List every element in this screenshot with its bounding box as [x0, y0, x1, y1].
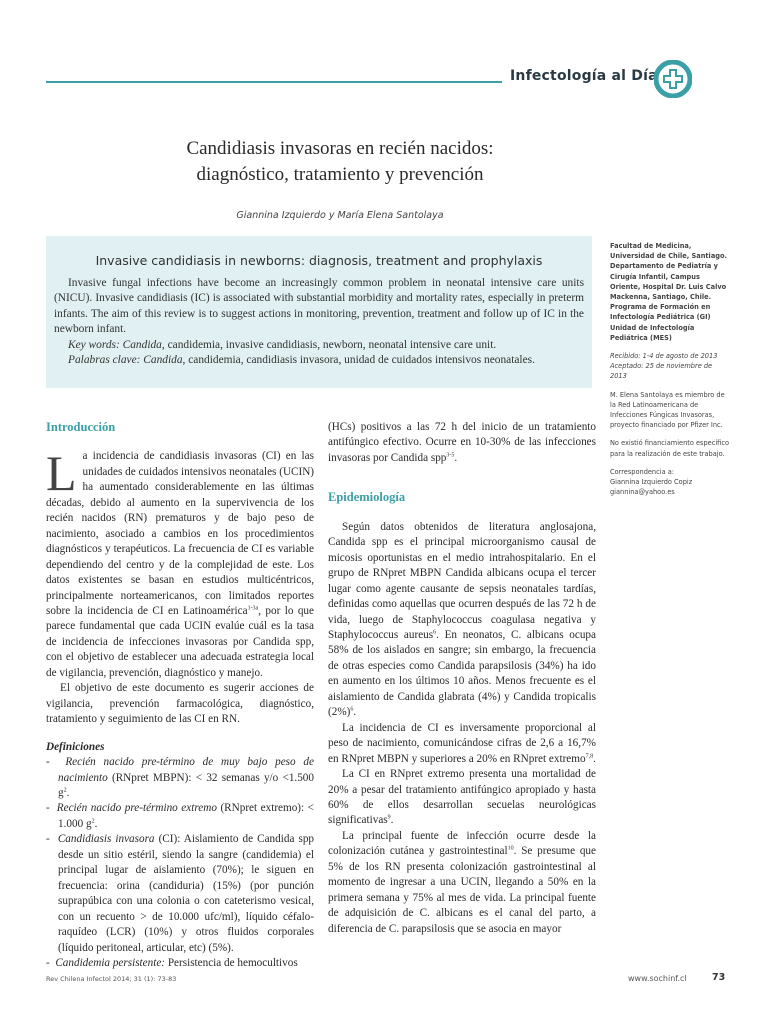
affiliation: Facultad de Medicina, Universidad de Chile, Santiago. Departamento de Pediatría y Cirugía Infantil, Campus Oriente, Hospital Dr. Luis Calvo Mackenna, Santiago, Chile. Programa de Formación en Infectología Pediátrica (GI) Unidad de Infectología Pediátrica (MES) [610, 242, 728, 342]
epi-p4-ref: 10 [507, 845, 514, 852]
header-rule [46, 81, 502, 83]
definition-item: - Recién nacido pre-término de muy bajo peso de nacimiento (RNpret MBPN): < 32 semanas y/o <1.500 $g^2$. [46, 756, 314, 799]
definition-tail: . [66, 786, 70, 799]
journal-section-title: Infectología al Día [510, 68, 658, 84]
epi-p4-text: La principal fuente de infección ocurre desde la colonización cutánea y gastrointestinal [328, 829, 596, 858]
intro-heading: Introducción [46, 420, 116, 434]
intro-p1-ref: 1-3a [247, 605, 259, 612]
footer-url[interactable]: www.sochinf.cl [628, 974, 687, 983]
intro-p1-text: a incidencia de candidiasis invasoras (CI) en las unidades de cuidados intensivos neonatales (UCIN) ha aumentado considerablemente en las últimas décadas, debido al aumento en la supervivencia de los recién nacidos (RN) prematuros y de bajo peso de nacimiento, asociado a cambios en los procedimientos diagnósticos y terapéuticos. La frecuencia de CI es variable dependiendo del centro y de la complejidad de este. Los datos existentes se basan en estudios multicéntricos, principalmente norteamericanos, con limitados reportes sobre la incidencia de CI en Latinoamérica [46, 450, 315, 617]
definition-item: - Recién nacido pre-término extremo (RNpret extremo): < 1.000 $g^2$. [46, 802, 314, 830]
epi-p1-ref2: 6 [350, 706, 354, 713]
title-line-2: diagnóstico, tratamiento y prevención [196, 164, 484, 185]
definition-text: (RNpret MBPN): < 32 semanas y/o <1.500 g [58, 771, 314, 799]
epi-p2-text: La incidencia de CI es inversamente proporcional al peso de nacimiento, comunicándose cifras de 2,6 a 16,7% en RNpret MBPN y superiores a 20% en RNpret extremo [328, 721, 596, 765]
intro-paragraph-1 [46, 445, 315, 681]
definitions-list [46, 755, 314, 971]
correspondence [610, 467, 730, 498]
abstract-title: Invasive candidiasis in newborns: diagnosis, treatment and prophylaxis [95, 253, 543, 268]
membership-note: M. Elena Santolaya es miembro de la Red Latinoamericana de Infecciones Fúngicas Invasoras, proyecto financiado por Pfizer Inc. [610, 390, 725, 430]
journal-logo-icon [654, 60, 692, 98]
definition-text: (RNpret extremo): < 1.000 g [58, 802, 314, 830]
epi-p4-end: . Se presume que 5% de los RN presenta colonización gastrointestinal al momento de ingresar a una UCIN, llegando a 50% en la primera semana y 75% al mes de vida. La principal fuente de adquisición de C. albicans es el canal del parto, a diferencia de C. parapsilosis que se asocia en mayor [328, 845, 596, 935]
epi-paragraph-3 [328, 767, 596, 829]
title-line-1: Candidiasis invasoras en recién nacidos: [186, 138, 494, 159]
epi-p2-end: . [593, 752, 596, 765]
epi-p1-mid: . En neonatos, C. albicans ocupa 58% de los aislados en sangre; sin embargo, la frecuencia de otras especies como Candida parapsilosis (34%) ha ido en aumento en los últimos 10 años. Menos frecuente es el aislamiento de Candida glabrata (4%) y Candida tropicalis (2%) [328, 628, 596, 719]
epi-paragraph-1 [328, 520, 596, 721]
epi-p1-ref: 6 [433, 629, 437, 636]
epi-paragraph-2 [328, 721, 596, 767]
keywords-first: Candida [122, 338, 162, 351]
intro-p1-end: , por lo que parece fundamental que cada UCIN evalúe cuál es la tasa de incidencia de infecciones invasoras por Candida spp, con el objetivo de establecer una adecuada estrategia local de vigilancia, prevención, diagnóstico y manejo. [46, 604, 314, 679]
keywords-label: Key words: [68, 338, 120, 351]
definition-item: - Candidemia persistente: Persistencia de hemocultivos [46, 956, 298, 969]
article-title [130, 136, 550, 188]
abstract-text: Invasive fungal infections have become an increasingly common problem in neonatal intensive care units (NICU). Invasive candidiasis (IC) is associated with substantial morbidity and mortality rates, especially in preterm infants. The aim of this review is to suggest actions in monitoring, prevention, treatment and follow up of IC in the newborn infant. [54, 277, 584, 336]
footer-citation: Rev Chilena Infectol 2014; 31 (1): 73-83 [46, 975, 177, 983]
palabras-rest: , candidemia, candidiasis invasora, unidad de cuidados intensivos neonatales. [182, 354, 535, 367]
keywords-rest: , candidemia, invasive candidiasis, newborn, neonatal intensive care unit. [161, 338, 497, 351]
col2-continuation [328, 420, 596, 466]
column-right [328, 420, 596, 937]
column-left [46, 420, 314, 971]
dates [610, 351, 730, 382]
palabras-first: Candida [143, 354, 183, 367]
col2-cont-end: . [454, 451, 458, 464]
received-date: Recibido: 1-4 de agosto de 2013 [610, 352, 718, 361]
correspondence-name: Giannina Izquierdo Copiz [610, 478, 693, 487]
article-authors: Giannina Izquierdo y María Elena Santolaya [236, 210, 444, 221]
epi-paragraph-4 [328, 829, 596, 937]
accepted-date: Aceptado: 25 de noviembre de 2013 [610, 362, 713, 381]
intro-paragraph-2: El objetivo de este documento es sugerir acciones de vigilancia, prevención farmacológica, diagnóstico, tratamiento y seguimiento de las CI en RN. [46, 682, 314, 726]
definition-term: Candidiasis invasora [57, 833, 155, 846]
page-number: 73 [712, 972, 726, 983]
funding-note: No existió financiamiento específico para la realización de este trabajo. [610, 439, 729, 458]
epi-p3-ref: 9 [387, 814, 391, 821]
epidemiologia-heading: Epidemiología [328, 490, 406, 505]
definition-text: Persistencia de hemocultivos [165, 956, 298, 969]
palabras-clave [54, 353, 584, 368]
definitions-heading: Definiciones [46, 740, 105, 753]
col2-cont-ref: 3-5 [446, 452, 455, 459]
definition-term: Recién nacido pre-término extremo [56, 802, 217, 815]
correspondence-email[interactable]: giannina@yahoo.es [610, 488, 675, 497]
definition-tail: . [94, 817, 98, 830]
epi-p1-text: Según datos obtenidos de literatura anglosajona, Candida spp es el principal microorganismo causal de micosis oportunistas en el medio intrahospitalario. En el grupo de RNpret MBPN Candida albicans ocupa el tercer lugar como agente causante de sepsis neonatales tardías, definidas como aquellas que ocurren después de las 72 h de vida, luego de Staphylococcus coagulasa negativa y Staphylococcus aureus [328, 520, 596, 641]
definition-ref: 2 [63, 787, 67, 794]
correspondence-label: Correspondencia a: [610, 467, 674, 476]
keywords [54, 338, 584, 353]
palabras-label: Palabras clave: [68, 354, 141, 367]
drop-cap: L [46, 445, 77, 502]
epi-p2-ref: 7,8 [585, 752, 594, 759]
abstract-body [54, 276, 584, 368]
col2-cont-text: (HCs) positivos a las 72 h del inicio de un tratamiento antifúngico efectivo. Ocurre en 10-30% de las infecciones invasoras por Candida spp [328, 421, 596, 464]
definition-ref: 2 [91, 818, 95, 825]
definition-term: Recién nacido pre-término de muy bajo peso de nacimiento [58, 756, 314, 784]
epi-p1-end: . [353, 706, 357, 719]
epi-p3-text: La CI en RNpret extremo presenta una mortalidad de 20% a pesar del tratamiento antifúngico apropiado y hasta 60% de ellos desarrollan secuelas neurológicas significativas [328, 768, 596, 827]
definition-text: (CI): Aislamiento de Candida spp desde un sitio estéril, siendo la sangre (candidemia) el principal lugar de aislamiento (70%); le siguen en frecuencia: orina (candiduria) (15%) (por punción suprapúbica con una colonia o con cateterismo vesical, con un recuento > de 10.000 ufc/ml), líquido céfalo-raquídeo (LCR) (10%) y otros fluidos corporales (líquido peritoneal, articular, etc) (5%). [58, 833, 315, 954]
epi-p3-end: . [390, 814, 394, 827]
sidebar-notes [610, 241, 730, 505]
definition-item: - Candidiasis invasora (CI): Aislamiento de Candida spp desde un sitio estéril, siendo la sangre (candidemia) el principal lugar de aislamiento (70%); le siguen en frecuencia: orina (candiduria) (15%) (por punción suprapúbica con una colonia o con cateterismo vesical, con un recuento > de 10.000 ufc/ml), líquido céfalo-raquídeo (LCR) (10%) y otros fluidos corporales (líquido peritoneal, articular, etc) (5%). [46, 833, 315, 954]
definition-term: Candidemia persistente: [55, 956, 166, 969]
